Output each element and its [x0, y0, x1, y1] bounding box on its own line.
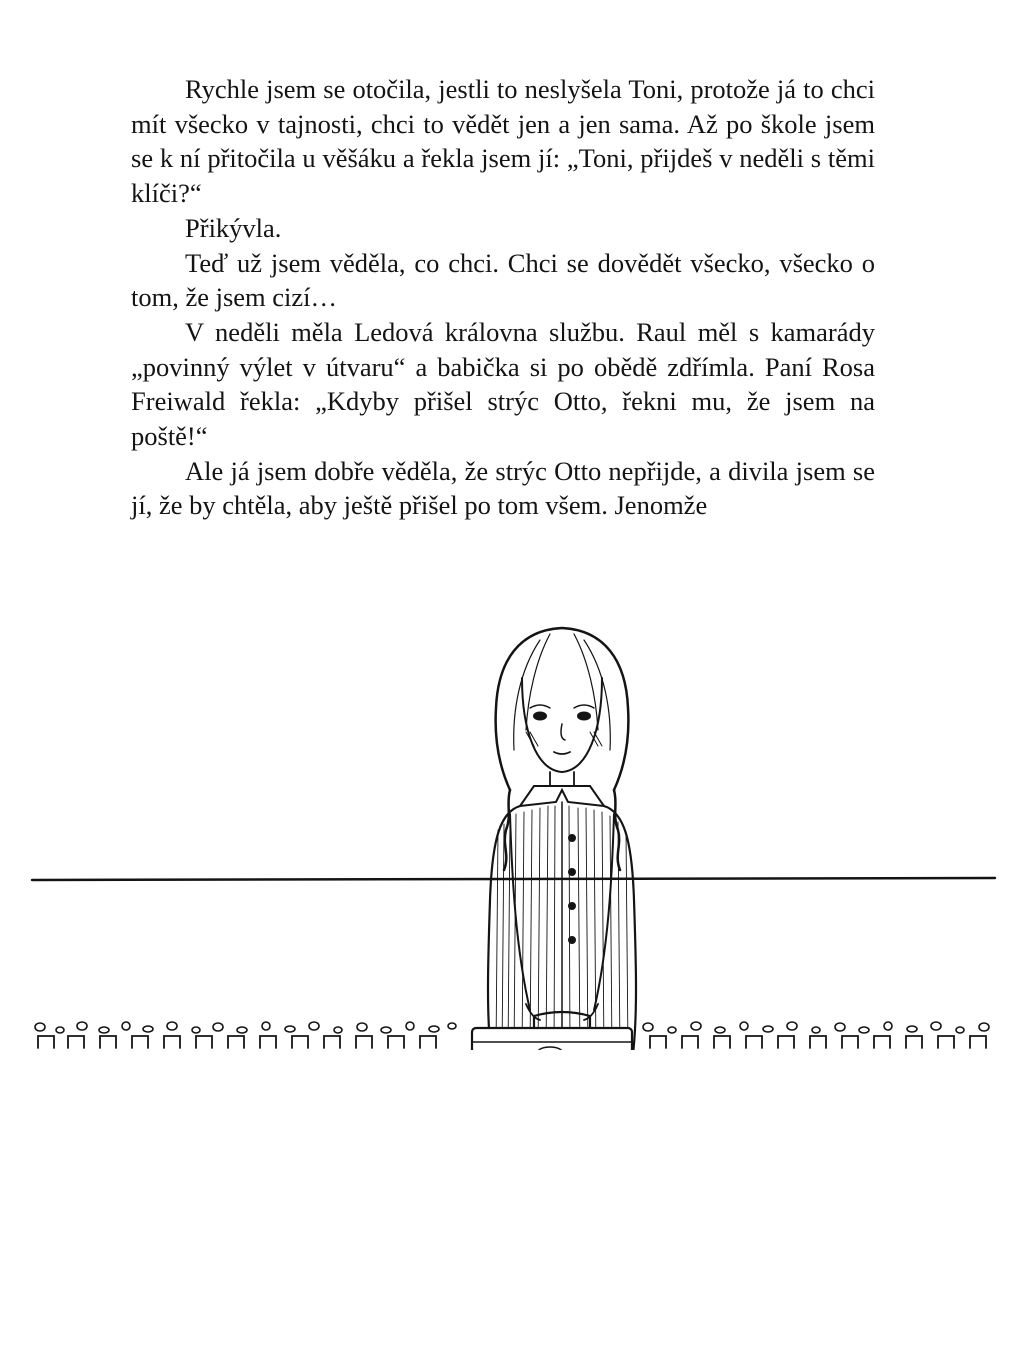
girl-eye-right	[578, 713, 590, 720]
girl-on-railway-illustration	[0, 600, 1024, 1050]
girl-figure	[472, 628, 636, 1050]
paragraph-1: Rychle jsem se otočila, jestli to neslyšela Toni, protože já to chci mít všecko v tajnosti, chci to vědět jen a jen sama. Až po škole jsem se k ní přitočila u věšáku a řekla jsem jí: „Toni, přijdeš v neděli s těmi klíči?“	[131, 74, 875, 209]
paragraph-2: Přikývla.	[185, 212, 282, 243]
paragraph-3: Teď už jsem věděla, co chci. Chci se dovědět všecko, všecko o tom, že jsem cizí…	[131, 247, 875, 313]
body-text	[131, 72, 875, 523]
girl-eye-left	[534, 713, 546, 720]
girl-braid-left	[504, 790, 510, 870]
paragraph-5: Ale já jsem dobře věděla, že strýc Otto nepřijde, a divila jsem se jí, že by chtěla, aby ještě přišel po tom všem. Jenomže	[131, 455, 875, 521]
girl-mouth	[554, 752, 570, 754]
girl-braid-right	[614, 790, 620, 870]
girl-arm-left	[510, 814, 530, 1010]
paragraph-4: V neděli měla Ledová královna službu. Raul měl s kamarády „povinný výlet v útvaru“ a babička si po obědě zdřímla. Paní Rosa Freiwald řekla: „Kdyby přišel strýc Otto, řekni mu, že jsem na poště!“	[131, 316, 875, 452]
sleepers-right	[650, 1036, 988, 1050]
sleepers-left	[38, 1036, 446, 1050]
girl-nose	[561, 724, 565, 740]
